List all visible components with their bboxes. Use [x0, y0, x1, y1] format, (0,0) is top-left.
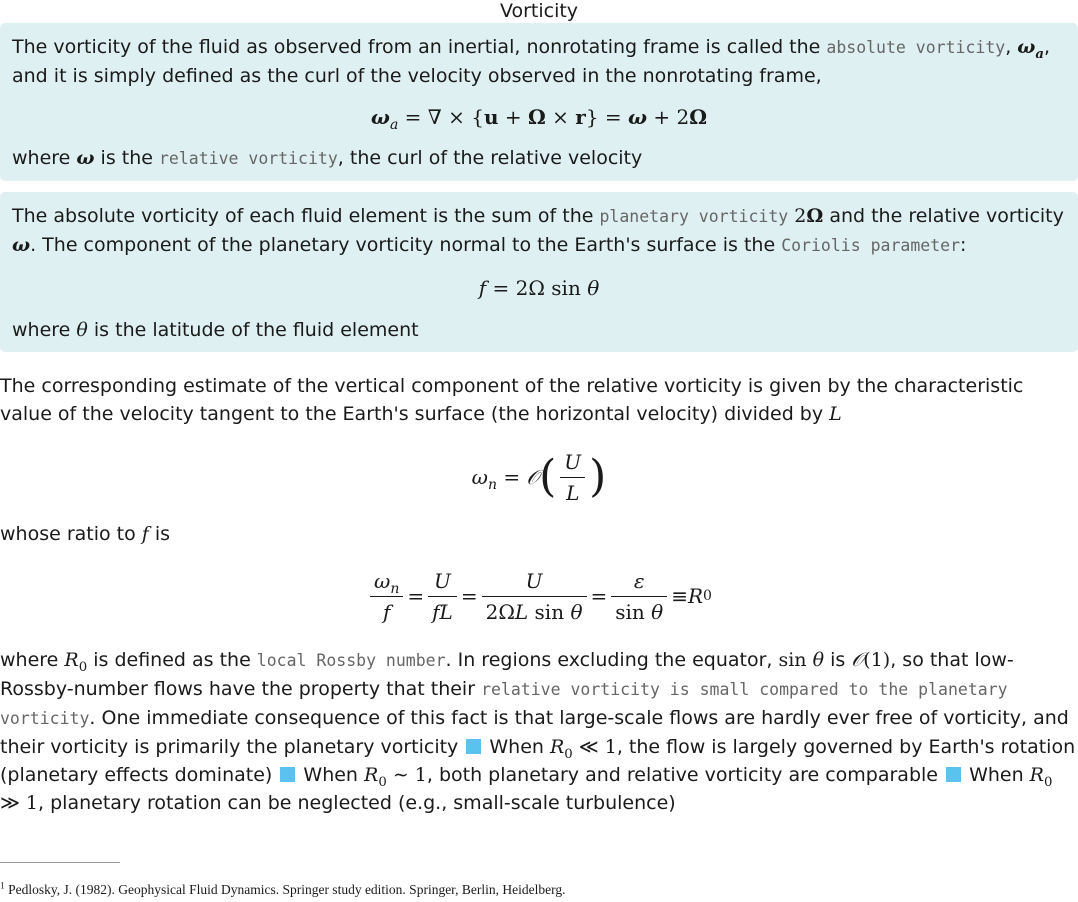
bullet-square-icon — [946, 767, 961, 782]
relative-vorticity-estimate: The corresponding estimate of the vertical component of the relative vorticity is given by the characteristic value of the velocity tangent to the Earth's surface (the horizontal velocity) divided by L — [0, 375, 1024, 425]
footnote-mark: 1 — [0, 881, 5, 892]
planetary-vorticity-box — [0, 192, 1078, 352]
absolute-vorticity-definition: The vorticity of the fluid as observed from an inertial, nonrotating frame is called the absolute vorticity, $\omega_a$, and it is simply defined as the curl of the velocity observed in the nonrotating frame, — [12, 36, 1051, 87]
planetary-vorticity-definition: The absolute vorticity of each fluid element is the sum of the planetary vorticity 2Ω and the relative vorticity ω. The component of the planetary vorticity normal to the Earth's surface is the Coriolis parameter: — [12, 205, 1064, 256]
latitude-note: where θ is the latitude of the fluid element — [12, 319, 419, 341]
term-small-relative-vorticity: relative vorticity is small compared to the planetary vorticity — [0, 680, 1008, 728]
term-absolute-vorticity: absolute vorticity — [826, 38, 1006, 57]
bullet-square-icon — [466, 739, 481, 754]
bullet-square-icon — [280, 767, 295, 782]
relative-vorticity-note: where ω is the relative vorticity, the curl of the relative velocity — [12, 147, 643, 169]
equation-coriolis: f = 2Ω sin θ — [478, 276, 600, 300]
footnote-divider — [0, 862, 120, 863]
equation-omega-n: $\omega_n$ = 𝒪 ( $\frac{U}{L}$ ) — [471, 449, 607, 505]
equation-rossby-ratio: $\frac{\omega_n}{f}$ = $\frac{U}{fL}$ = $\frac{U}{\text{2ΩL sin θ}}$ = $\frac{\varepsilon}{\text{sin θ}}$ ≡ R 0 — [0, 558, 1078, 634]
term-coriolis-parameter: Coriolis parameter — [781, 236, 960, 255]
term-local-rossby-number: local Rossby number — [256, 651, 446, 670]
absolute-vorticity-box — [0, 23, 1078, 181]
term-planetary-vorticity: planetary vorticity — [599, 207, 789, 226]
page-title: Vorticity — [499, 0, 579, 22]
footnote: $^1$ Pedlosky, J. (1982). Geophysical Fluid Dynamics. Springer study edition. Springer, Berlin, Heidelberg. — [0, 881, 566, 897]
equation-absolute-vorticity: $\omega_a$ = ∇ × {u + Ω × r} = ω + 2Ω — [370, 105, 708, 133]
math-omega-a: $\omega_a$ — [1017, 36, 1045, 62]
ratio-intro: whose ratio to f is — [0, 523, 171, 545]
rossby-number-discussion: where $R_0$ is defined as the local Rossby number. In regions excluding the equator, sin θ is 𝒪(1), so that low-Rossby-number flows have the property that their relative vorticity is small compared to the planetary vorticity. One immediate consequence of this fact is that large-scale flows are hardly ever free of vorticity, and their vorticity is primarily the planetary vorticity When $R_0$ ≪ 1, the flow is largely governed by Earth's rotation (planetary effects dominate) When $R_0$ ∼ 1, both planetary and relative vorticity are comparable When $R_0$ ≫ 1, planetary rotation can be neglected (e.g., small-scale turbulence) — [0, 649, 1076, 814]
term-relative-vorticity: relative vorticity — [158, 149, 338, 168]
